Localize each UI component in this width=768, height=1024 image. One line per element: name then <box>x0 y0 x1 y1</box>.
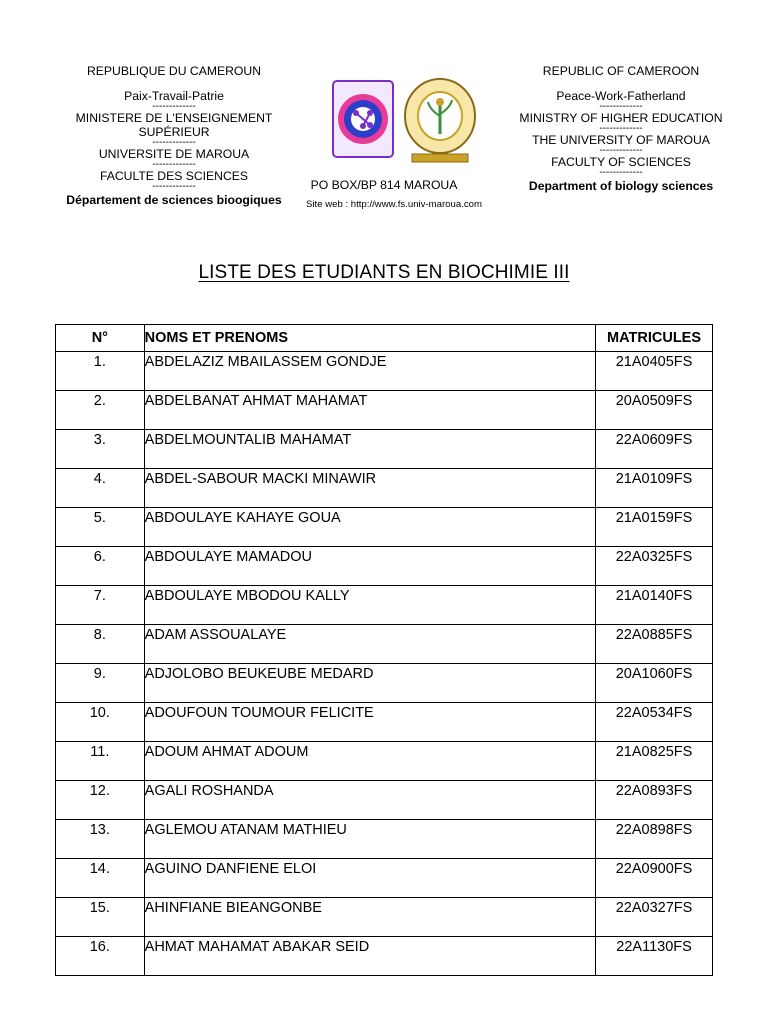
student-matricule: 22A0885FS <box>615 627 693 643</box>
row-number-cell <box>56 859 145 898</box>
student-name-cell <box>144 703 595 742</box>
row-number-cell <box>56 391 145 430</box>
ministry-fr: MINISTERE DE L'ENSEIGNEMENT SUPÉRIEUR <box>75 111 273 140</box>
student-matricule: 20A1060FS <box>615 666 693 682</box>
row-number-cell <box>56 430 145 469</box>
student-matricule: 22A0893FS <box>615 783 693 799</box>
row-number: 2. <box>93 393 106 409</box>
student-matricule-cell <box>596 469 713 508</box>
student-matricule: 22A0900FS <box>615 861 693 877</box>
table-row <box>56 547 713 586</box>
student-name-cell <box>144 820 595 859</box>
column-header-matricules: MATRICULES <box>596 325 713 352</box>
student-matricule: 21A0159FS <box>615 510 693 526</box>
separator: ------------- <box>599 167 643 179</box>
column-header-names: NOMS ET PRENOMS <box>144 325 595 352</box>
separator: ------------- <box>152 137 196 149</box>
table-row <box>56 898 713 937</box>
student-name-cell <box>144 664 595 703</box>
pobox: PO BOX/BP 814 MAROUA <box>310 178 458 192</box>
university-fr: UNIVERSITE DE MAROUA <box>98 147 250 162</box>
table-row <box>56 469 713 508</box>
faculty-en: FACULTY OF SCIENCES <box>551 155 691 170</box>
row-number: 12. <box>89 783 110 799</box>
row-number: 4. <box>93 471 106 487</box>
student-matricule-cell <box>596 508 713 547</box>
student-name: ADOUM AHMAT ADOUM <box>144 744 309 760</box>
student-matricule-cell <box>596 586 713 625</box>
student-matricule-cell <box>596 547 713 586</box>
row-number-cell <box>56 352 145 391</box>
student-matricule: 22A0325FS <box>615 549 693 565</box>
row-number-cell <box>56 625 145 664</box>
student-name-cell <box>144 781 595 820</box>
student-name-cell <box>144 625 595 664</box>
student-name: ABDELBANAT AHMAT MAHAMAT <box>144 393 368 409</box>
student-matricule-cell <box>596 664 713 703</box>
student-matricule-cell <box>596 391 713 430</box>
separator: ------------- <box>599 101 643 113</box>
header-left-french <box>40 64 308 207</box>
student-name: AGLEMOU ATANAM MATHIEU <box>144 822 347 838</box>
student-name-cell <box>144 859 595 898</box>
row-number-cell <box>56 781 145 820</box>
student-name: ADOUFOUN TOUMOUR FELICITE <box>144 705 374 721</box>
student-name-cell <box>144 508 595 547</box>
table-row <box>56 508 713 547</box>
table-row <box>56 937 713 976</box>
student-matricule-cell <box>596 625 713 664</box>
student-name: AHINFIANE BIEANGONBE <box>144 900 322 916</box>
table-row <box>56 664 713 703</box>
row-number: 7. <box>93 588 106 604</box>
student-matricule: 21A0140FS <box>615 588 693 604</box>
row-number-cell <box>56 508 145 547</box>
table-row <box>56 352 713 391</box>
column-header-number: N° <box>56 325 145 352</box>
student-name-cell <box>144 586 595 625</box>
table-row <box>56 703 713 742</box>
row-number-cell <box>56 547 145 586</box>
student-name: ADJOLOBO BEUKEUBE MEDARD <box>144 666 374 682</box>
student-matricule-cell <box>596 430 713 469</box>
student-matricule: 22A0327FS <box>615 900 693 916</box>
motto-fr: Paix-Travail-Patrie <box>124 89 224 104</box>
separator: ------------- <box>599 145 643 157</box>
student-name-cell <box>144 352 595 391</box>
students-table <box>55 324 713 976</box>
student-matricule-cell <box>596 820 713 859</box>
row-number: 9. <box>93 666 106 682</box>
student-matricule-cell <box>596 781 713 820</box>
student-matricule: 21A0825FS <box>615 744 693 760</box>
table-header-row <box>56 325 713 352</box>
row-number: 5. <box>93 510 106 526</box>
separator: ------------- <box>152 101 196 113</box>
row-number: 10. <box>89 705 110 721</box>
student-name: AGUINO DANFIENE ELOI <box>144 861 317 877</box>
row-number-cell <box>56 664 145 703</box>
republic-fr: REPUBLIQUE DU CAMEROUN <box>86 64 262 78</box>
ministry-en: MINISTRY OF HIGHER EDUCATION <box>519 111 723 126</box>
row-number: 15. <box>89 900 110 916</box>
separator: ------------- <box>152 181 196 193</box>
student-name-cell <box>144 547 595 586</box>
student-name-cell <box>144 391 595 430</box>
student-matricule-cell <box>596 859 713 898</box>
table-row <box>56 391 713 430</box>
row-number: 1. <box>93 354 106 370</box>
student-matricule: 22A0534FS <box>615 705 693 721</box>
student-matricule-cell <box>596 352 713 391</box>
website-link[interactable]: Site web : http://www.fs.univ-maroua.com <box>306 199 482 210</box>
row-number: 13. <box>89 822 110 838</box>
row-number: 11. <box>90 744 110 760</box>
student-name: ABDOULAYE KAHAYE GOUA <box>144 510 341 526</box>
student-matricule: 22A1130FS <box>616 939 692 955</box>
student-name: ABDEL-SABOUR MACKI MINAWIR <box>144 471 377 487</box>
page-title <box>0 262 768 284</box>
department-en: Department of biology sciences <box>528 179 714 194</box>
student-name: AHMAT MAHAMAT ABAKAR SEID <box>144 939 370 955</box>
table-row <box>56 430 713 469</box>
row-number-cell <box>56 937 145 976</box>
table-row <box>56 586 713 625</box>
table-row <box>56 742 713 781</box>
row-number-cell <box>56 820 145 859</box>
student-matricule-cell <box>596 937 713 976</box>
row-number: 8. <box>93 627 106 643</box>
header-right-english <box>510 64 732 193</box>
row-number-cell <box>56 898 145 937</box>
student-matricule-cell <box>596 898 713 937</box>
student-name-cell <box>144 937 595 976</box>
row-number: 14. <box>89 861 110 877</box>
row-number-cell <box>56 469 145 508</box>
student-matricule: 22A0898FS <box>615 822 693 838</box>
row-number-cell <box>56 586 145 625</box>
student-name: ABDOULAYE MBODOU KALLY <box>144 588 350 604</box>
row-number: 16. <box>89 939 110 955</box>
separator: ------------- <box>152 159 196 171</box>
row-number-cell <box>56 703 145 742</box>
table-body <box>56 352 713 976</box>
row-number: 6. <box>93 549 106 565</box>
student-matricule-cell <box>596 742 713 781</box>
table-row <box>56 625 713 664</box>
row-number: 3. <box>93 432 106 448</box>
student-name-cell <box>144 430 595 469</box>
student-name-cell <box>144 898 595 937</box>
motto-en: Peace-Work-Fatherland <box>556 89 686 104</box>
student-name-cell <box>144 469 595 508</box>
student-matricule: 21A0405FS <box>615 354 693 370</box>
faculty-logo-icon <box>332 80 394 158</box>
student-matricule: 20A0509FS <box>615 393 693 409</box>
department-fr: Département de sciences bioogiques <box>66 193 282 208</box>
student-matricule-cell <box>596 703 713 742</box>
student-name-cell <box>144 742 595 781</box>
student-name: ABDELMOUNTALIB MAHAMAT <box>144 432 352 448</box>
republic-en: REPUBLIC OF CAMEROON <box>542 64 700 78</box>
row-number-cell <box>56 742 145 781</box>
faculty-fr: FACULTE DES SCIENCES <box>99 169 249 184</box>
separator: ------------- <box>599 123 643 135</box>
student-name: ABDOULAYE MAMADOU <box>144 549 312 565</box>
student-name: AGALI ROSHANDA <box>144 783 274 799</box>
student-name: ABDELAZIZ MBAILASSEM GONDJE <box>144 354 387 370</box>
table-row <box>56 820 713 859</box>
page-title-text: LISTE DES ETUDIANTS EN BIOCHIMIE III <box>198 262 570 283</box>
university-logo-icon <box>402 76 478 166</box>
table-row <box>56 781 713 820</box>
table-row <box>56 859 713 898</box>
student-matricule: 21A0109FS <box>615 471 693 487</box>
student-name: ADAM ASSOUALAYE <box>144 627 287 643</box>
student-matricule: 22A0609FS <box>615 432 693 448</box>
university-en: THE UNIVERSITY OF MAROUA <box>532 133 710 148</box>
